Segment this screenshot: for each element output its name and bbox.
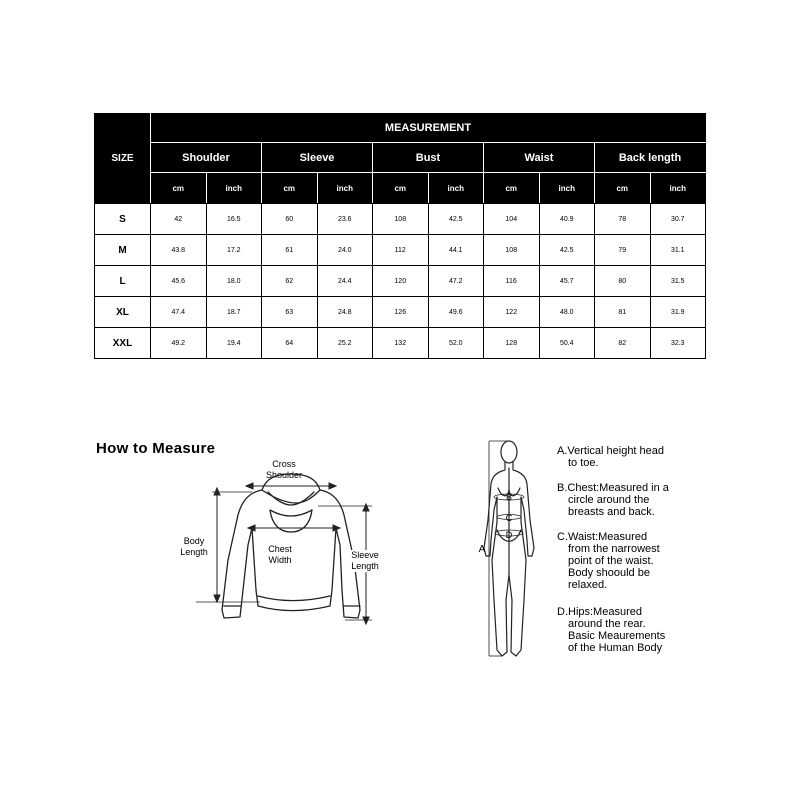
- unit-inch: inch: [650, 173, 706, 204]
- table-cell: 104: [484, 204, 540, 235]
- chest-width-label-line: Chest: [268, 544, 292, 554]
- group-header-waist: Waist: [484, 143, 595, 173]
- table-cell: 112: [373, 235, 429, 266]
- body-length-label-line: Length: [180, 547, 208, 557]
- table-cell: 42.5: [539, 235, 595, 266]
- table-cell: 45.7: [539, 266, 595, 297]
- table-cell: 18.0: [206, 266, 262, 297]
- table-cell: 42: [151, 204, 207, 235]
- sleeve-length-label: [343, 550, 387, 572]
- table-cell: 40.9: [539, 204, 595, 235]
- size-label: M: [95, 235, 151, 266]
- table-cell: 64: [262, 328, 318, 359]
- cross-shoulder-label-line: Shoulder: [265, 470, 303, 480]
- table-cell: 78: [595, 204, 651, 235]
- table-cell: 52.0: [428, 328, 484, 359]
- marker-b: B: [505, 492, 512, 502]
- table-cell: 47.2: [428, 266, 484, 297]
- table-cell: 25.2: [317, 328, 373, 359]
- table-cell: 63: [262, 297, 318, 328]
- table-cell: 44.1: [428, 235, 484, 266]
- description-line: to toe.: [568, 457, 599, 469]
- unit-inch: inch: [206, 173, 262, 204]
- table-cell: 108: [484, 235, 540, 266]
- table-cell: 81: [595, 297, 651, 328]
- table-cell: 60: [262, 204, 318, 235]
- unit-cm: cm: [262, 173, 318, 204]
- table-cell: 18.7: [206, 297, 262, 328]
- table-cell: 24.8: [317, 297, 373, 328]
- marker-a: A: [478, 544, 486, 555]
- description-b: [557, 482, 669, 518]
- description-d: [557, 606, 665, 654]
- table-cell: 61: [262, 235, 318, 266]
- size-label: XXL: [95, 328, 151, 359]
- description-line: C.Waist:Measured: [557, 531, 648, 543]
- table-cell: 45.6: [151, 266, 207, 297]
- group-header-shoulder: Shoulder: [151, 143, 262, 173]
- table-cell: 49.6: [428, 297, 484, 328]
- table-cell: 31.9: [650, 297, 706, 328]
- description-line: Basic Meaurements: [568, 630, 666, 642]
- sweater-neck-opening: [270, 510, 312, 532]
- table-cell: 24.0: [317, 235, 373, 266]
- description-line: circle around the: [568, 494, 650, 506]
- table-cell: 23.6: [317, 204, 373, 235]
- unit-inch: inch: [428, 173, 484, 204]
- sweater-hem: [258, 596, 330, 601]
- chest-width-label: [262, 544, 298, 566]
- table-cell: 79: [595, 235, 651, 266]
- group-header-bust: Bust: [373, 143, 484, 173]
- table-cell: 31.5: [650, 266, 706, 297]
- table-cell: 32.3: [650, 328, 706, 359]
- group-header-back-length: Back length: [595, 143, 706, 173]
- table-cell: 108: [373, 204, 429, 235]
- table-cell: 31.1: [650, 235, 706, 266]
- table-cell: 19.4: [206, 328, 262, 359]
- table-cell: 24.4: [317, 266, 373, 297]
- body-length-label: [172, 536, 216, 558]
- cross-shoulder-label-line: Cross: [272, 459, 296, 469]
- sleeve-length-label-line: Length: [351, 561, 379, 571]
- unit-cm: cm: [373, 173, 429, 204]
- description-line: around the rear.: [568, 618, 646, 630]
- marker-c: C: [505, 513, 513, 523]
- description-c: [557, 531, 660, 591]
- table-cell: 50.4: [539, 328, 595, 359]
- sleeve-length-label-line: Sleeve: [351, 550, 379, 560]
- table-cell: 80: [595, 266, 651, 297]
- measurement-header: MEASUREMENT: [151, 114, 706, 143]
- body-head: [501, 441, 517, 463]
- table-cell: 17.2: [206, 235, 262, 266]
- unit-inch: inch: [317, 173, 373, 204]
- table-cell: 132: [373, 328, 429, 359]
- description-line: A.Vertical height head: [557, 445, 665, 457]
- description-a: [557, 445, 664, 469]
- description-line: of the Human Body: [568, 642, 663, 654]
- description-line: point of the waist.: [568, 555, 654, 567]
- size-label: XL: [95, 297, 151, 328]
- table-cell: 122: [484, 297, 540, 328]
- size-label: S: [95, 204, 151, 235]
- marker-d: D: [505, 530, 513, 540]
- description-line: breasts and back.: [568, 506, 655, 518]
- cross-shoulder-label: [256, 459, 312, 481]
- size-column-header: SIZE: [95, 114, 151, 204]
- table-cell: 43.8: [151, 235, 207, 266]
- table-cell: 128: [484, 328, 540, 359]
- table-cell: 47.4: [151, 297, 207, 328]
- table-cell: 116: [484, 266, 540, 297]
- table-cell: 30.7: [650, 204, 706, 235]
- table-cell: 49.2: [151, 328, 207, 359]
- description-line: relaxed.: [568, 579, 608, 591]
- group-header-sleeve: Sleeve: [262, 143, 373, 173]
- description-line: Body shoould be: [568, 567, 650, 579]
- description-line: B.Chest:Measured in a: [557, 482, 669, 494]
- description-line: from the narrowest: [568, 543, 660, 555]
- unit-cm: cm: [484, 173, 540, 204]
- size-label: L: [95, 266, 151, 297]
- description-line: D.Hips:Measured: [557, 606, 642, 618]
- table-cell: 62: [262, 266, 318, 297]
- how-to-measure-title: How to Measure: [96, 440, 216, 457]
- table-cell: 16.5: [206, 204, 262, 235]
- table-cell: 42.5: [428, 204, 484, 235]
- unit-cm: cm: [595, 173, 651, 204]
- table-cell: 82: [595, 328, 651, 359]
- unit-cm: cm: [151, 173, 207, 204]
- table-cell: 120: [373, 266, 429, 297]
- unit-inch: inch: [539, 173, 595, 204]
- body-length-label-line: Body: [183, 536, 205, 546]
- table-cell: 126: [373, 297, 429, 328]
- table-cell: 48.0: [539, 297, 595, 328]
- chest-width-label-line: Width: [268, 555, 292, 565]
